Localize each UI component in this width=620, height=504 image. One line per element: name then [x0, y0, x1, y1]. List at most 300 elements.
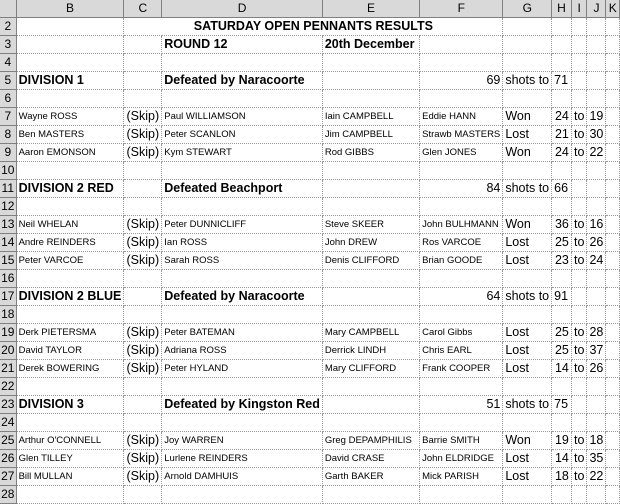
division-name[interactable]: DIVISION 2 RED	[16, 180, 124, 198]
cell[interactable]	[606, 468, 620, 486]
cell[interactable]	[503, 36, 552, 54]
skip-name[interactable]: Derek BOWERING	[16, 360, 124, 378]
rink-outcome[interactable]: Lost	[503, 324, 552, 342]
row-header[interactable]: 13	[0, 216, 16, 234]
score-against[interactable]: 16	[587, 216, 606, 234]
cell[interactable]	[571, 180, 587, 198]
column-header-k[interactable]: K	[606, 0, 620, 18]
cell[interactable]	[606, 270, 620, 288]
cell[interactable]	[124, 288, 162, 306]
cell[interactable]	[587, 90, 606, 108]
score-against[interactable]: 19	[587, 108, 606, 126]
row-header[interactable]: 25	[0, 432, 16, 450]
cell[interactable]	[420, 162, 503, 180]
to-label[interactable]: to	[571, 342, 587, 360]
cell[interactable]	[124, 396, 162, 414]
cell[interactable]	[606, 288, 620, 306]
skip-name[interactable]: Andre REINDERS	[16, 234, 124, 252]
row-header[interactable]: 20	[0, 342, 16, 360]
column-header-b[interactable]: B	[16, 0, 124, 18]
cell[interactable]	[552, 162, 572, 180]
cell[interactable]	[571, 270, 587, 288]
cell[interactable]	[322, 486, 419, 504]
our-shots[interactable]: 84	[420, 180, 503, 198]
score-for[interactable]: 25	[552, 234, 572, 252]
lead-name[interactable]: Eddie HANN	[420, 108, 503, 126]
skip-name[interactable]: Wayne ROSS	[16, 108, 124, 126]
cell[interactable]	[322, 270, 419, 288]
cell[interactable]	[552, 198, 572, 216]
score-for[interactable]: 14	[552, 450, 572, 468]
cell[interactable]	[162, 54, 323, 72]
lead-name[interactable]: Glen JONES	[420, 144, 503, 162]
cell[interactable]	[571, 90, 587, 108]
cell[interactable]	[162, 198, 323, 216]
cell[interactable]	[16, 306, 124, 324]
third-name[interactable]: Joy WARREN	[162, 432, 323, 450]
skip-label[interactable]: (Skip)	[124, 252, 162, 270]
skip-label[interactable]: (Skip)	[124, 468, 162, 486]
row-header[interactable]: 2	[0, 18, 16, 36]
cell[interactable]	[322, 162, 419, 180]
cell[interactable]	[571, 72, 587, 90]
cell[interactable]	[124, 306, 162, 324]
cell[interactable]	[606, 36, 620, 54]
cell[interactable]	[587, 36, 606, 54]
cell[interactable]	[16, 18, 124, 36]
cell[interactable]	[587, 54, 606, 72]
cell[interactable]	[420, 306, 503, 324]
cell[interactable]	[571, 162, 587, 180]
cell[interactable]	[606, 18, 620, 36]
score-for[interactable]: 19	[552, 432, 572, 450]
rink-outcome[interactable]: Lost	[503, 234, 552, 252]
cell[interactable]	[552, 306, 572, 324]
skip-name[interactable]: Glen TILLEY	[16, 450, 124, 468]
cell[interactable]	[124, 162, 162, 180]
cell[interactable]	[162, 306, 323, 324]
skip-label[interactable]: (Skip)	[124, 234, 162, 252]
third-name[interactable]: Ian ROSS	[162, 234, 323, 252]
cell[interactable]	[606, 162, 620, 180]
cell[interactable]	[552, 378, 572, 396]
score-for[interactable]: 18	[552, 468, 572, 486]
lead-name[interactable]: Barrie SMITH	[420, 432, 503, 450]
cell[interactable]	[606, 324, 620, 342]
cell[interactable]	[606, 486, 620, 504]
row-header[interactable]: 4	[0, 54, 16, 72]
cell[interactable]	[420, 198, 503, 216]
third-name[interactable]: Sarah ROSS	[162, 252, 323, 270]
rink-outcome[interactable]: Lost	[503, 252, 552, 270]
score-against[interactable]: 22	[587, 144, 606, 162]
cell[interactable]	[124, 378, 162, 396]
column-header-h[interactable]: H	[552, 0, 572, 18]
cell[interactable]	[503, 198, 552, 216]
cell[interactable]	[571, 306, 587, 324]
cell[interactable]	[503, 414, 552, 432]
cell[interactable]	[552, 54, 572, 72]
division-result[interactable]: Defeated by Kingston Red	[162, 396, 323, 414]
cell[interactable]	[552, 414, 572, 432]
cell[interactable]	[420, 36, 503, 54]
cell[interactable]	[606, 108, 620, 126]
score-against[interactable]: 24	[587, 252, 606, 270]
row-header[interactable]: 16	[0, 270, 16, 288]
skip-label[interactable]: (Skip)	[124, 342, 162, 360]
cell[interactable]	[503, 270, 552, 288]
cell[interactable]	[587, 270, 606, 288]
column-header-f[interactable]: F	[420, 0, 503, 18]
to-label[interactable]: to	[571, 252, 587, 270]
to-label[interactable]: to	[571, 144, 587, 162]
third-name[interactable]: Adriana ROSS	[162, 342, 323, 360]
round-date[interactable]: 20th December	[322, 36, 419, 54]
second-name[interactable]: Steve SKEER	[322, 216, 419, 234]
column-header-i[interactable]: I	[571, 0, 587, 18]
rink-outcome[interactable]: Won	[503, 432, 552, 450]
to-label[interactable]: to	[571, 108, 587, 126]
row-header[interactable]: 19	[0, 324, 16, 342]
row-header[interactable]: 9	[0, 144, 16, 162]
cell[interactable]	[420, 378, 503, 396]
cell[interactable]	[606, 180, 620, 198]
third-name[interactable]: Lurlene REINDERS	[162, 450, 323, 468]
shots-to-label[interactable]: shots to	[503, 288, 552, 306]
row-header[interactable]: 10	[0, 162, 16, 180]
score-for[interactable]: 21	[552, 126, 572, 144]
cell[interactable]	[322, 54, 419, 72]
cell[interactable]	[503, 54, 552, 72]
rink-outcome[interactable]: Won	[503, 144, 552, 162]
to-label[interactable]: to	[571, 450, 587, 468]
second-name[interactable]: Mary CAMPBELL	[322, 324, 419, 342]
skip-name[interactable]: Derk PIETERSMA	[16, 324, 124, 342]
skip-name[interactable]: Ben MASTERS	[16, 126, 124, 144]
skip-name[interactable]: Aaron EMONSON	[16, 144, 124, 162]
row-header[interactable]: 6	[0, 90, 16, 108]
cell[interactable]	[606, 306, 620, 324]
division-name[interactable]: DIVISION 3	[16, 396, 124, 414]
rink-outcome[interactable]: Lost	[503, 468, 552, 486]
cell[interactable]	[503, 90, 552, 108]
score-for[interactable]: 23	[552, 252, 572, 270]
score-against[interactable]: 37	[587, 342, 606, 360]
cell[interactable]	[552, 486, 572, 504]
cell[interactable]	[606, 378, 620, 396]
cell[interactable]	[606, 432, 620, 450]
lead-name[interactable]: Strawb MASTERS	[420, 126, 503, 144]
cell[interactable]	[162, 90, 323, 108]
score-for[interactable]: 36	[552, 216, 572, 234]
cell[interactable]	[571, 54, 587, 72]
cell[interactable]	[420, 54, 503, 72]
cell[interactable]	[587, 180, 606, 198]
cell[interactable]	[552, 18, 572, 36]
third-name[interactable]: Arnold DAMHUIS	[162, 468, 323, 486]
skip-label[interactable]: (Skip)	[124, 126, 162, 144]
cell[interactable]	[16, 162, 124, 180]
cell[interactable]	[503, 378, 552, 396]
second-name[interactable]: John DREW	[322, 234, 419, 252]
cell[interactable]	[606, 54, 620, 72]
their-shots[interactable]: 66	[552, 180, 572, 198]
cell[interactable]	[420, 486, 503, 504]
second-name[interactable]: Mary CLIFFORD	[322, 360, 419, 378]
skip-label[interactable]: (Skip)	[124, 450, 162, 468]
cell[interactable]	[571, 486, 587, 504]
cell[interactable]	[322, 198, 419, 216]
cell[interactable]	[571, 414, 587, 432]
cell[interactable]	[606, 144, 620, 162]
cell[interactable]	[606, 72, 620, 90]
cell[interactable]	[587, 162, 606, 180]
cell[interactable]	[571, 36, 587, 54]
shots-to-label[interactable]: shots to	[503, 180, 552, 198]
cell[interactable]	[587, 18, 606, 36]
to-label[interactable]: to	[571, 360, 587, 378]
shots-to-label[interactable]: shots to	[503, 72, 552, 90]
lead-name[interactable]: Brian GOODE	[420, 252, 503, 270]
cell[interactable]	[606, 450, 620, 468]
their-shots[interactable]: 91	[552, 288, 572, 306]
rink-outcome[interactable]: Won	[503, 216, 552, 234]
third-name[interactable]: Peter DUNNICLIFF	[162, 216, 323, 234]
row-header[interactable]: 21	[0, 360, 16, 378]
cell[interactable]	[124, 36, 162, 54]
cell[interactable]	[606, 414, 620, 432]
lead-name[interactable]: Ros VARCOE	[420, 234, 503, 252]
cell[interactable]	[16, 36, 124, 54]
cell[interactable]	[571, 288, 587, 306]
round-label[interactable]: ROUND 12	[162, 36, 323, 54]
cell[interactable]	[124, 414, 162, 432]
cell[interactable]	[552, 90, 572, 108]
second-name[interactable]: Garth BAKER	[322, 468, 419, 486]
third-name[interactable]: Paul WILLIAMSON	[162, 108, 323, 126]
cell[interactable]	[587, 378, 606, 396]
row-header[interactable]: 18	[0, 306, 16, 324]
cell[interactable]	[606, 90, 620, 108]
score-for[interactable]: 25	[552, 324, 572, 342]
cell[interactable]	[587, 414, 606, 432]
skip-name[interactable]: Arthur O'CONNELL	[16, 432, 124, 450]
score-for[interactable]: 24	[552, 144, 572, 162]
row-header[interactable]: 12	[0, 198, 16, 216]
their-shots[interactable]: 71	[552, 72, 572, 90]
cell[interactable]	[16, 90, 124, 108]
score-against[interactable]: 30	[587, 126, 606, 144]
row-header[interactable]: 26	[0, 450, 16, 468]
score-against[interactable]: 22	[587, 468, 606, 486]
cell[interactable]	[571, 198, 587, 216]
cell[interactable]	[587, 306, 606, 324]
cell[interactable]	[124, 180, 162, 198]
column-header-e[interactable]: E	[322, 0, 419, 18]
score-for[interactable]: 25	[552, 342, 572, 360]
cell[interactable]	[322, 288, 419, 306]
cell[interactable]	[322, 306, 419, 324]
skip-name[interactable]: Peter VARCOE	[16, 252, 124, 270]
cell[interactable]	[124, 198, 162, 216]
lead-name[interactable]: Frank COOPER	[420, 360, 503, 378]
cell[interactable]	[587, 198, 606, 216]
skip-label[interactable]: (Skip)	[124, 360, 162, 378]
cell[interactable]	[587, 486, 606, 504]
cell[interactable]	[606, 216, 620, 234]
lead-name[interactable]: Carol Gibbs	[420, 324, 503, 342]
to-label[interactable]: to	[571, 432, 587, 450]
skip-label[interactable]: (Skip)	[124, 144, 162, 162]
second-name[interactable]: Denis CLIFFORD	[322, 252, 419, 270]
cell[interactable]	[322, 414, 419, 432]
lead-name[interactable]: Mick PARISH	[420, 468, 503, 486]
cell[interactable]	[124, 54, 162, 72]
rink-outcome[interactable]: Lost	[503, 342, 552, 360]
cell[interactable]	[571, 18, 587, 36]
second-name[interactable]: Derrick LINDH	[322, 342, 419, 360]
third-name[interactable]: Peter BATEMAN	[162, 324, 323, 342]
row-header[interactable]: 22	[0, 378, 16, 396]
to-label[interactable]: to	[571, 216, 587, 234]
cell[interactable]	[503, 18, 552, 36]
select-all-corner[interactable]	[0, 0, 16, 18]
rink-outcome[interactable]: Lost	[503, 126, 552, 144]
shots-to-label[interactable]: shots to	[503, 396, 552, 414]
rink-outcome[interactable]: Won	[503, 108, 552, 126]
skip-label[interactable]: (Skip)	[124, 108, 162, 126]
third-name[interactable]: Peter HYLAND	[162, 360, 323, 378]
cell[interactable]	[420, 414, 503, 432]
division-result[interactable]: Defeated Beachport	[162, 180, 323, 198]
row-header[interactable]: 15	[0, 252, 16, 270]
score-for[interactable]: 24	[552, 108, 572, 126]
their-shots[interactable]: 75	[552, 396, 572, 414]
row-header[interactable]: 27	[0, 468, 16, 486]
skip-label[interactable]: (Skip)	[124, 432, 162, 450]
cell[interactable]	[16, 414, 124, 432]
skip-name[interactable]: Neil WHELAN	[16, 216, 124, 234]
row-header[interactable]: 3	[0, 36, 16, 54]
division-name[interactable]: DIVISION 2 BLUE	[16, 288, 124, 306]
row-header[interactable]: 11	[0, 180, 16, 198]
to-label[interactable]: to	[571, 468, 587, 486]
cell[interactable]	[162, 486, 323, 504]
cell[interactable]	[606, 396, 620, 414]
row-header[interactable]: 28	[0, 486, 16, 504]
column-header-g[interactable]: G	[503, 0, 552, 18]
row-header[interactable]: 7	[0, 108, 16, 126]
lead-name[interactable]: John BULHMANN	[420, 216, 503, 234]
cell[interactable]	[420, 90, 503, 108]
cell[interactable]	[552, 36, 572, 54]
second-name[interactable]: Jim CAMPBELL	[322, 126, 419, 144]
cell[interactable]	[322, 72, 419, 90]
our-shots[interactable]: 51	[420, 396, 503, 414]
cell[interactable]	[587, 72, 606, 90]
cell[interactable]	[162, 270, 323, 288]
cell[interactable]	[162, 162, 323, 180]
division-result[interactable]: Defeated by Naracoorte	[162, 288, 323, 306]
cell[interactable]	[552, 270, 572, 288]
row-header[interactable]: 17	[0, 288, 16, 306]
rink-outcome[interactable]: Lost	[503, 360, 552, 378]
third-name[interactable]: Peter SCANLON	[162, 126, 323, 144]
cell[interactable]	[606, 126, 620, 144]
score-against[interactable]: 18	[587, 432, 606, 450]
row-header[interactable]: 5	[0, 72, 16, 90]
score-for[interactable]: 14	[552, 360, 572, 378]
sheet-title[interactable]: SATURDAY OPEN PENNANTS RESULTS	[124, 18, 503, 36]
score-against[interactable]: 28	[587, 324, 606, 342]
cell[interactable]	[420, 270, 503, 288]
cell[interactable]	[124, 90, 162, 108]
cell[interactable]	[571, 378, 587, 396]
cell[interactable]	[606, 360, 620, 378]
cell[interactable]	[16, 270, 124, 288]
column-header-d[interactable]: D	[162, 0, 323, 18]
our-shots[interactable]: 64	[420, 288, 503, 306]
cell[interactable]	[606, 234, 620, 252]
row-header[interactable]: 24	[0, 414, 16, 432]
to-label[interactable]: to	[571, 126, 587, 144]
cell[interactable]	[587, 288, 606, 306]
cell[interactable]	[322, 378, 419, 396]
skip-label[interactable]: (Skip)	[124, 324, 162, 342]
cell[interactable]	[16, 54, 124, 72]
lead-name[interactable]: John ELDRIDGE	[420, 450, 503, 468]
cell[interactable]	[124, 486, 162, 504]
row-header[interactable]: 23	[0, 396, 16, 414]
to-label[interactable]: to	[571, 324, 587, 342]
score-against[interactable]: 26	[587, 360, 606, 378]
skip-name[interactable]: David TAYLOR	[16, 342, 124, 360]
cell[interactable]	[162, 414, 323, 432]
second-name[interactable]: Greg DEPAMPHILIS	[322, 432, 419, 450]
lead-name[interactable]: Chris EARL	[420, 342, 503, 360]
to-label[interactable]: to	[571, 234, 587, 252]
cell[interactable]	[16, 378, 124, 396]
column-header-j[interactable]: J	[587, 0, 606, 18]
column-header-c[interactable]: C	[124, 0, 162, 18]
third-name[interactable]: Kym STEWART	[162, 144, 323, 162]
cell[interactable]	[16, 198, 124, 216]
second-name[interactable]: Iain CAMPBELL	[322, 108, 419, 126]
cell[interactable]	[124, 270, 162, 288]
row-header[interactable]: 8	[0, 126, 16, 144]
cell[interactable]	[571, 396, 587, 414]
cell[interactable]	[503, 486, 552, 504]
cell[interactable]	[606, 198, 620, 216]
score-against[interactable]: 35	[587, 450, 606, 468]
division-name[interactable]: DIVISION 1	[16, 72, 124, 90]
cell[interactable]	[587, 396, 606, 414]
cell[interactable]	[322, 396, 419, 414]
skip-name[interactable]: Bill MULLAN	[16, 468, 124, 486]
row-header[interactable]: 14	[0, 234, 16, 252]
rink-outcome[interactable]: Lost	[503, 450, 552, 468]
cell[interactable]	[16, 486, 124, 504]
second-name[interactable]: David CRASE	[322, 450, 419, 468]
skip-label[interactable]: (Skip)	[124, 216, 162, 234]
division-result[interactable]: Defeated by Naracoorte	[162, 72, 323, 90]
score-against[interactable]: 26	[587, 234, 606, 252]
our-shots[interactable]: 69	[420, 72, 503, 90]
cell[interactable]	[124, 72, 162, 90]
cell[interactable]	[503, 306, 552, 324]
second-name[interactable]: Rod GIBBS	[322, 144, 419, 162]
cell[interactable]	[606, 252, 620, 270]
